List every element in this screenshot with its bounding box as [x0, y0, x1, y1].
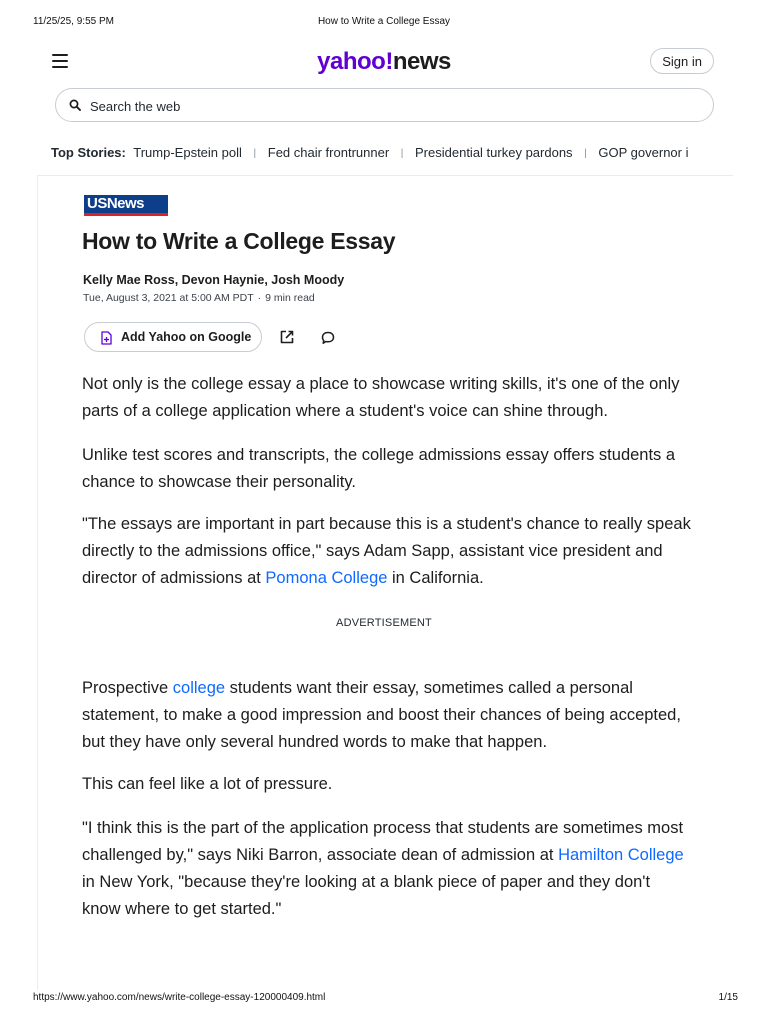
- paragraph-text: "The essays are important in part because this is a student's chance to really speak directly to the admissions office," says Adam Sapp, assistant vice president and director of admissions at: [82, 515, 691, 587]
- header-divider: [37, 175, 733, 176]
- read-time: 9 min read: [265, 292, 315, 304]
- article-paragraph: Not only is the college essay a place to showcase writing skills, it's one of the only parts of a college application where a student's voice can shine through.: [82, 375, 680, 420]
- top-story-separator: |: [253, 148, 257, 159]
- print-page-title: How to Write a College Essay: [317, 16, 451, 27]
- add-yahoo-on-google-label: Add Yahoo on Google: [121, 330, 252, 344]
- meta-separator: ·: [257, 292, 262, 304]
- paragraph-text: in New York, "because they're looking at a blank piece of paper and they don't know where to get started.": [82, 873, 651, 918]
- search-icon: [69, 99, 81, 111]
- add-document-icon: [101, 331, 112, 345]
- share-icon[interactable]: [279, 329, 295, 345]
- article-title: How to Write a College Essay: [82, 228, 396, 254]
- search-bar[interactable]: [55, 88, 714, 122]
- article-paragraph: This can feel like a lot of pressure.: [82, 775, 333, 793]
- source-logo-text: USNews: [87, 195, 145, 212]
- search-input[interactable]: [88, 89, 692, 123]
- usnews-source-logo[interactable]: [84, 195, 168, 217]
- top-story-link[interactable]: GOP governor i: [598, 145, 689, 160]
- article-authors: Kelly Mae Ross, Devon Haynie, Josh Moody: [83, 273, 345, 287]
- paragraph-text: Prospective: [82, 679, 173, 697]
- print-url: https://www.yahoo.com/news/write-college-essay-120000409.html: [33, 992, 326, 1003]
- hamilton-college-link[interactable]: Hamilton College: [558, 846, 684, 864]
- publish-date: Tue, August 3, 2021 at 5:00 AM PDT: [83, 292, 254, 304]
- comment-icon[interactable]: [320, 330, 336, 346]
- add-yahoo-on-google-button[interactable]: [84, 322, 262, 352]
- paragraph-text: students want their essay, sometimes called a personal statement, to make a good impression and boost their chances of being accepted, but they have only several hundred words to make that happen.: [82, 679, 681, 751]
- content-left-border: [37, 176, 38, 990]
- top-stories-bar: [51, 145, 741, 163]
- print-footer: [0, 992, 768, 1008]
- paragraph-text: in California.: [387, 569, 484, 587]
- top-stories-label: Top Stories:: [51, 145, 126, 160]
- print-page-count: 1/15: [718, 992, 738, 1003]
- advertisement-label: ADVERTISEMENT: [336, 617, 432, 629]
- article-paragraph: [82, 675, 692, 756]
- college-link[interactable]: college: [172, 679, 226, 697]
- top-story-link[interactable]: Trump-Epstein poll: [133, 145, 242, 160]
- article-paragraph: [82, 511, 692, 592]
- print-datetime: 11/25/25, 9:55 PM: [33, 16, 114, 27]
- print-header: [0, 16, 768, 32]
- top-story-separator: |: [400, 148, 404, 159]
- top-story-link[interactable]: Presidential turkey pardons: [415, 145, 573, 160]
- article-meta: [83, 292, 315, 304]
- paragraph-text: "I think this is the part of the application process that students are sometimes most challenged by," says Niki Barron, associate dean of admission at: [82, 819, 684, 864]
- logo-news-text: news: [392, 48, 451, 75]
- top-story-separator: |: [584, 148, 587, 159]
- pomona-college-link[interactable]: Pomona College: [265, 569, 388, 587]
- article-paragraph: [82, 815, 692, 923]
- sign-in-button[interactable]: Sign in: [650, 48, 714, 74]
- logo-yahoo-text: yahoo!: [317, 48, 393, 75]
- article-paragraph: Unlike test scores and transcripts, the college admissions essay offers students a chance to showcase their personality.: [82, 446, 676, 491]
- top-story-link[interactable]: Fed chair frontrunner: [267, 145, 390, 160]
- top-navigation-bar: [0, 44, 768, 80]
